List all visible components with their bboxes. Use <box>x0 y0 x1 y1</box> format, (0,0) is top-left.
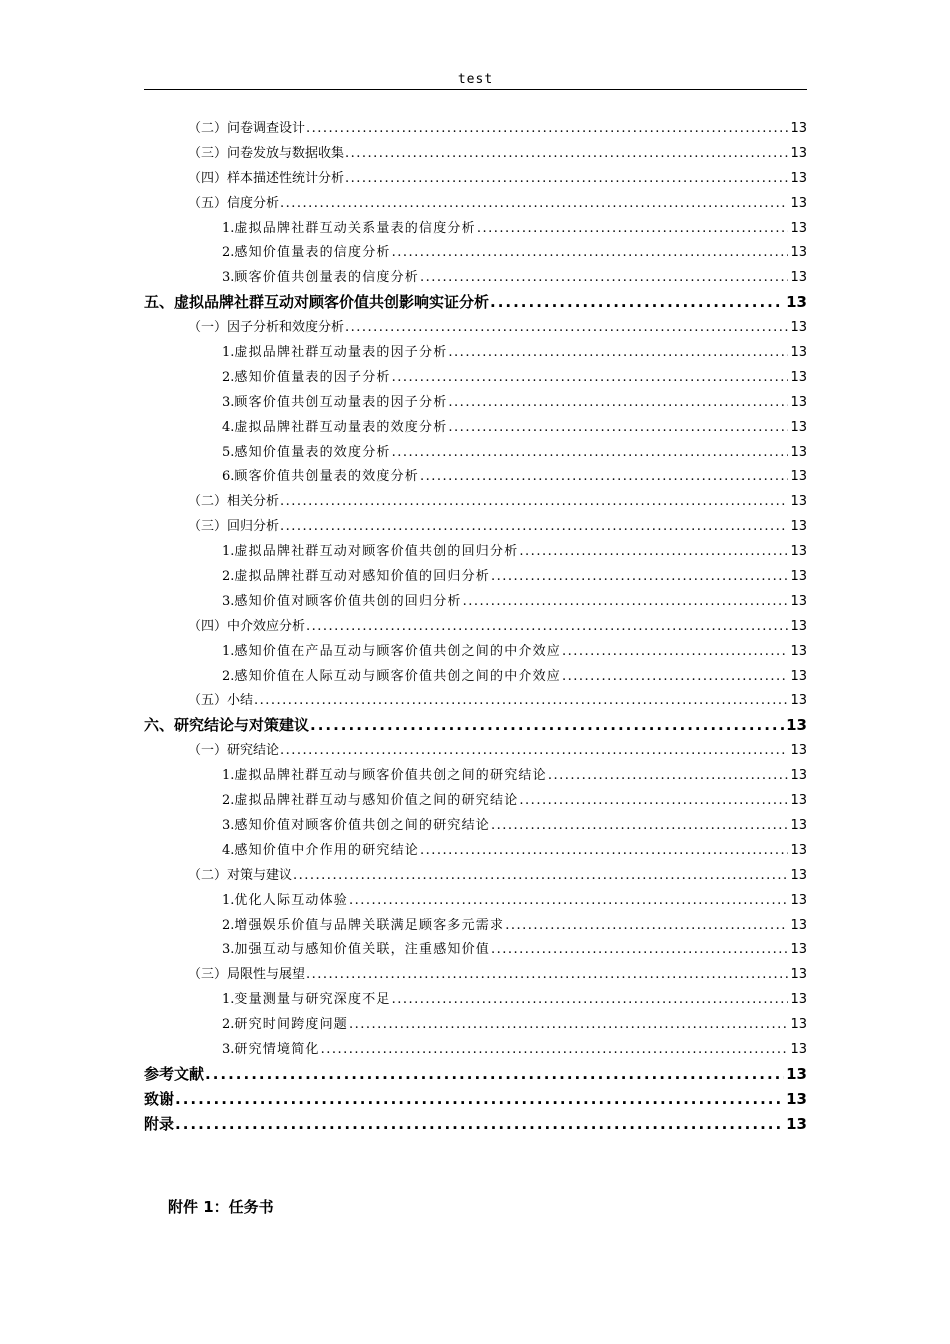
toc-entry-number: 1. <box>222 892 235 908</box>
toc-entry-title: （二）问卷调查设计 <box>188 121 306 136</box>
toc-leader-dots <box>490 293 784 311</box>
toc-leader-dots <box>280 743 788 758</box>
toc-entry-title: （一）研究结论 <box>188 743 280 759</box>
toc-entry-number: 3. <box>222 1041 235 1057</box>
toc-entry-number: 1. <box>222 345 235 361</box>
toc-entry[interactable] <box>144 316 807 341</box>
toc-page-number: 13 <box>790 842 807 858</box>
toc-entry-title: （四）中介效应分析 <box>188 618 306 634</box>
toc-entry-title: 感知价值在人际互动与顾客价值共创之间的中介效应 <box>234 668 562 684</box>
toc-entry[interactable] <box>144 540 807 565</box>
toc-leader-dots <box>280 519 788 534</box>
toc-entry-number: 1. <box>222 220 235 236</box>
toc-leader-dots <box>448 395 788 410</box>
toc-page-number: 13 <box>786 293 807 312</box>
toc-entry-title: （三）局限性与展望 <box>188 967 306 983</box>
toc-entry-title: 致谢 <box>144 1089 175 1108</box>
toc-entry-title: 虚拟品牌社群互动关系量表的信度分析 <box>234 220 476 236</box>
toc-leader-dots <box>345 146 788 161</box>
toc-entry-title: （四）样本描述性统计分析 <box>188 170 345 186</box>
toc-entry-number: 4. <box>222 842 235 858</box>
toc-leader-dots <box>345 320 788 335</box>
toc-entry-title: 优化人际互动体验 <box>234 892 349 908</box>
toc-leader-dots <box>306 619 788 634</box>
toc-page-number: 13 <box>790 220 807 236</box>
toc-entry-title: 虚拟品牌社群互动对顾客价值共创的回归分析 <box>234 544 519 560</box>
toc-entry-title: （三）回归分析 <box>188 519 280 535</box>
toc-leader-dots <box>491 942 788 957</box>
toc-entry[interactable] <box>144 490 807 515</box>
toc-entry-title: 顾客价值共创量表的效度分析 <box>234 469 420 485</box>
toc-entry-title: 研究情境简化 <box>234 1041 320 1057</box>
toc-entry-number: 2. <box>222 793 235 809</box>
toc-entry[interactable] <box>144 615 807 640</box>
toc-entry[interactable] <box>144 665 807 690</box>
toc-entry[interactable] <box>144 914 807 939</box>
attachment-heading: 附件 1：任务书 <box>168 1198 274 1216</box>
header-divider <box>144 89 807 90</box>
toc-page-number: 13 <box>790 394 807 410</box>
toc-page-number: 13 <box>790 170 807 186</box>
toc-entry-number: 2. <box>222 668 235 684</box>
toc-page-number: 13 <box>790 345 807 361</box>
toc-entry[interactable] <box>144 938 807 963</box>
toc-leader-dots <box>349 893 788 908</box>
toc-page-number: 13 <box>786 1064 807 1083</box>
toc-leader-dots <box>175 1090 784 1108</box>
toc-entry[interactable] <box>144 391 807 416</box>
toc-leader-dots <box>345 171 788 186</box>
toc-leader-dots <box>306 121 788 136</box>
toc-entry-title: （三）问卷发放与数据收集 <box>188 145 345 161</box>
toc-entry-title: 加强互动与感知价值关联，注重感知价值 <box>234 942 491 958</box>
toc-entry-title: 感知价值对顾客价值共创的回归分析 <box>234 593 462 609</box>
toc-entry[interactable] <box>144 465 807 490</box>
toc-entry[interactable] <box>144 1088 807 1113</box>
toc-entry[interactable] <box>144 814 807 839</box>
toc-entry[interactable] <box>144 167 807 192</box>
toc-leader-dots <box>491 569 788 584</box>
toc-page-number: 13 <box>790 569 807 585</box>
toc-page-number: 13 <box>790 369 807 385</box>
toc-leader-dots <box>505 918 788 933</box>
toc-page-number: 13 <box>790 1041 807 1057</box>
toc-entry-number: 6. <box>222 469 235 485</box>
toc-entry-title: 虚拟品牌社群互动与感知价值之间的研究结论 <box>234 793 519 809</box>
toc-page-number: 13 <box>790 519 807 535</box>
toc-leader-dots <box>392 370 789 385</box>
toc-page-number: 13 <box>786 1114 807 1133</box>
toc-leader-dots <box>463 594 789 609</box>
toc-entry[interactable] <box>144 714 807 739</box>
toc-page-number: 13 <box>790 1017 807 1033</box>
toc-page-number: 13 <box>790 593 807 609</box>
toc-page-number: 13 <box>790 195 807 211</box>
toc-leader-dots <box>175 1115 784 1133</box>
toc-entry[interactable] <box>144 764 807 789</box>
toc-leader-dots <box>280 196 788 211</box>
toc-entry-title: 感知价值在产品互动与顾客价值共创之间的中介效应 <box>234 643 562 659</box>
toc-page-number: 13 <box>790 743 807 759</box>
toc-entry-title: 感知价值量表的信度分析 <box>234 245 391 261</box>
toc-page-number: 13 <box>790 320 807 336</box>
toc-leader-dots <box>310 716 784 734</box>
toc-page-number: 13 <box>790 444 807 460</box>
toc-entry[interactable] <box>144 266 807 291</box>
toc-entry[interactable] <box>144 416 807 441</box>
toc-leader-dots <box>519 544 788 559</box>
toc-page-number: 13 <box>790 693 807 709</box>
toc-leader-dots <box>392 445 789 460</box>
toc-entry-number: 1. <box>222 544 235 560</box>
toc-entry-number: 3. <box>222 817 235 833</box>
toc-leader-dots <box>519 793 788 808</box>
toc-entry-number: 3. <box>222 942 235 958</box>
toc-page-number: 13 <box>790 668 807 684</box>
toc-entry[interactable] <box>144 839 807 864</box>
toc-leader-dots <box>349 1017 788 1032</box>
page-header: test <box>457 72 494 87</box>
toc-page-number: 13 <box>790 145 807 161</box>
toc-entry[interactable] <box>144 142 807 167</box>
toc-entry[interactable] <box>144 241 807 266</box>
toc-entry-number: 2. <box>222 1017 235 1033</box>
toc-entry-title: 变量测量与研究深度不足 <box>234 992 391 1008</box>
toc-leader-dots <box>280 494 788 509</box>
toc-entry-number: 3. <box>222 394 235 410</box>
toc-entry[interactable] <box>144 366 807 391</box>
toc-entry-number: 2. <box>222 245 235 261</box>
toc-entry-title: 六、研究结论与对策建议 <box>144 716 310 735</box>
toc-entry-title: （一）因子分析和效度分析 <box>188 320 345 336</box>
toc-entry[interactable] <box>144 441 807 466</box>
toc-page-number: 13 <box>790 245 807 261</box>
toc-page-number: 13 <box>790 643 807 659</box>
toc-entry-number: 3. <box>222 270 235 286</box>
toc-entry-title: 顾客价值共创量表的信度分析 <box>234 270 420 286</box>
toc-entry[interactable] <box>144 864 807 889</box>
toc-entry-number: 4. <box>222 419 235 435</box>
toc-entry[interactable] <box>144 565 807 590</box>
toc-page-number: 13 <box>790 544 807 560</box>
toc-entry[interactable] <box>144 963 807 988</box>
toc-leader-dots <box>392 245 789 260</box>
toc-leader-dots <box>562 669 788 684</box>
toc-entry-title: 研究时间跨度问题 <box>234 1017 349 1033</box>
toc-entry[interactable] <box>144 217 807 242</box>
toc-entry[interactable] <box>144 789 807 814</box>
toc-entry-number: 2. <box>222 917 235 933</box>
toc-leader-dots <box>491 818 788 833</box>
toc-leader-dots <box>448 345 788 360</box>
toc-entry-title: 附录 <box>144 1114 175 1133</box>
toc-page-number: 13 <box>790 494 807 510</box>
toc-entry-number: 2. <box>222 569 235 585</box>
toc-page-number: 13 <box>790 793 807 809</box>
toc-page-number: 13 <box>790 992 807 1008</box>
toc-page-number: 13 <box>786 1089 807 1108</box>
toc-entry-number: 1. <box>222 643 235 659</box>
table-of-contents <box>144 117 807 1138</box>
toc-entry[interactable] <box>144 1013 807 1038</box>
toc-entry-title: 虚拟品牌社群互动量表的效度分析 <box>234 419 448 435</box>
toc-entry-number: 1. <box>222 992 235 1008</box>
toc-entry[interactable] <box>144 590 807 615</box>
toc-leader-dots <box>562 644 788 659</box>
toc-entry[interactable] <box>144 341 807 366</box>
toc-leader-dots <box>254 693 788 708</box>
toc-entry-title: （二）相关分析 <box>188 494 280 510</box>
toc-page-number: 13 <box>790 469 807 485</box>
toc-page-number: 13 <box>790 121 807 136</box>
toc-entry-title: 虚拟品牌社群互动量表的因子分析 <box>234 345 448 361</box>
toc-entry-title: 感知价值量表的因子分析 <box>234 369 391 385</box>
toc-entry[interactable] <box>144 291 807 316</box>
toc-entry-number: 5. <box>222 444 235 460</box>
toc-entry-number: 1. <box>222 768 235 784</box>
toc-page-number: 13 <box>790 917 807 933</box>
toc-leader-dots <box>477 221 789 236</box>
toc-page-number: 13 <box>786 716 807 735</box>
toc-page-number: 13 <box>790 618 807 634</box>
toc-leader-dots <box>548 768 789 783</box>
toc-entry[interactable] <box>144 515 807 540</box>
toc-entry-title: 参考文献 <box>144 1064 205 1083</box>
toc-page-number: 13 <box>790 892 807 908</box>
toc-entry[interactable] <box>144 117 807 142</box>
toc-entry-title: 五、虚拟品牌社群互动对顾客价值共创影响实证分析 <box>144 293 490 312</box>
toc-page-number: 13 <box>790 942 807 958</box>
toc-entry[interactable] <box>144 192 807 217</box>
toc-entry-title: （五）信度分析 <box>188 195 280 211</box>
toc-leader-dots <box>420 469 788 484</box>
toc-page-number: 13 <box>790 768 807 784</box>
toc-entry[interactable] <box>144 1063 807 1088</box>
toc-entry[interactable] <box>144 1113 807 1138</box>
toc-entry-title: 感知价值对顾客价值共创之间的研究结论 <box>234 817 491 833</box>
toc-leader-dots <box>321 1042 789 1057</box>
toc-entry-title: （五）小结 <box>188 693 254 709</box>
toc-entry[interactable] <box>144 1038 807 1063</box>
toc-entry[interactable] <box>144 640 807 665</box>
toc-entry-title: 虚拟品牌社群互动与顾客价值共创之间的研究结论 <box>234 768 547 784</box>
toc-entry[interactable] <box>144 889 807 914</box>
toc-entry-title: 顾客价值共创互动量表的因子分析 <box>234 394 448 410</box>
toc-page-number: 13 <box>790 867 807 883</box>
toc-entry-title: 虚拟品牌社群互动对感知价值的回归分析 <box>234 569 491 585</box>
toc-entry-title: 感知价值量表的效度分析 <box>234 444 391 460</box>
toc-page-number: 13 <box>790 817 807 833</box>
toc-entry-number: 2. <box>222 369 235 385</box>
toc-leader-dots <box>293 868 788 883</box>
toc-page-number: 13 <box>790 270 807 286</box>
toc-leader-dots <box>306 967 788 982</box>
toc-entry[interactable] <box>144 689 807 714</box>
toc-leader-dots <box>392 992 789 1007</box>
toc-entry-title: （二）对策与建议 <box>188 867 293 883</box>
toc-entry[interactable] <box>144 739 807 764</box>
toc-entry[interactable] <box>144 988 807 1013</box>
toc-leader-dots <box>448 420 788 435</box>
toc-leader-dots <box>205 1065 784 1083</box>
toc-leader-dots <box>420 270 788 285</box>
toc-page-number: 13 <box>790 967 807 983</box>
toc-entry-title: 感知价值中介作用的研究结论 <box>234 842 420 858</box>
toc-page-number: 13 <box>790 419 807 435</box>
toc-entry-number: 3. <box>222 593 235 609</box>
toc-entry-title: 增强娱乐价值与品牌关联满足顾客多元需求 <box>234 917 505 933</box>
toc-leader-dots <box>420 843 788 858</box>
